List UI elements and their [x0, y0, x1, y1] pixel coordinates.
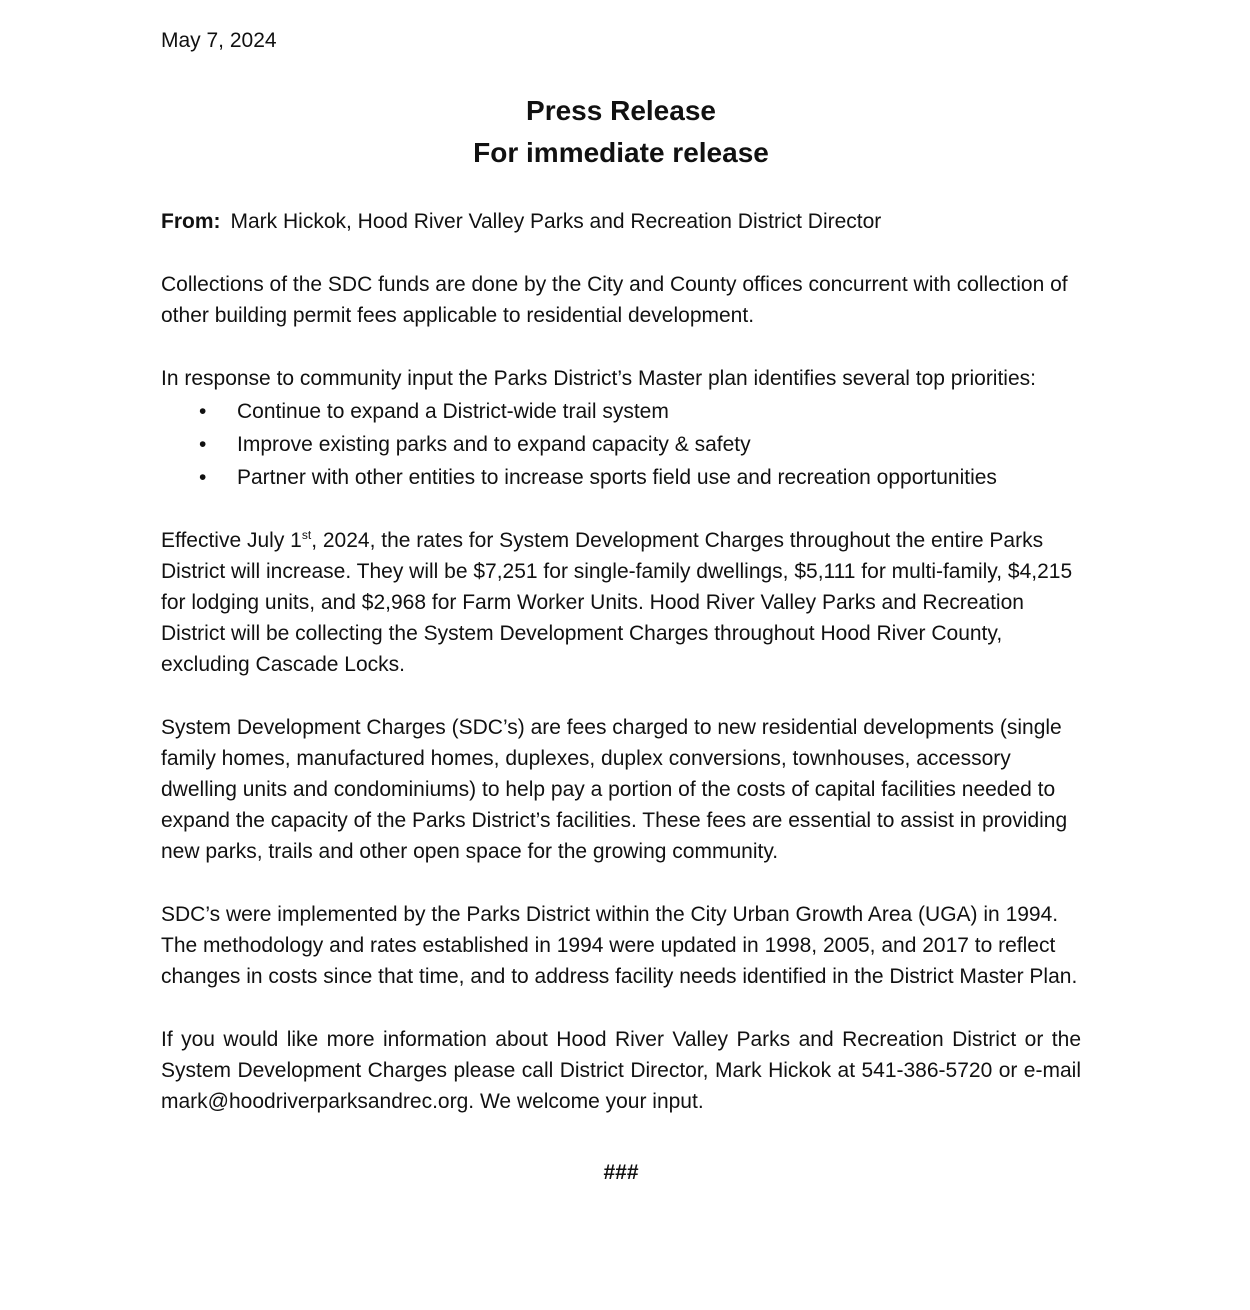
rates-text: , 2024, the rates for System Development Charges throughout the entire Parks District will increase. They will be $7,251 for single-family dwellings, $5,111 for multi-family, $4,215 for lodging units, and $2,968 for Farm Worker Units. Hood River Valley Parks and Recreation District will be collecting the System Development Charges throughout Hood River County, excluding Cascade Locks.	[161, 529, 1073, 676]
from-line	[161, 206, 1081, 237]
rates-paragraph	[161, 525, 1081, 680]
collections-paragraph: Collections of the SDC funds are done by the City and County offices concurrent with collection of other building permit fees applicable to residential development.	[161, 273, 1068, 327]
history-paragraph: SDC’s were implemented by the Parks District within the City Urban Growth Area (UGA) in 1994. The methodology and rates established in 1994 were updated in 1998, 2005, and 2017 to reflect changes in costs since that time, and to address facility needs identified in the District Master Plan.	[161, 903, 1078, 988]
list-item	[161, 396, 1081, 427]
rates-prefix: Effective July 1	[161, 529, 302, 552]
list-item-text: Improve existing parks and to expand capacity & safety	[237, 433, 751, 456]
title-block	[161, 90, 1081, 174]
from-label: From:	[161, 210, 221, 233]
bullet-icon: •	[199, 400, 207, 423]
list-item	[161, 429, 1081, 460]
press-release-page	[161, 22, 1081, 1188]
rates-ordinal: st	[301, 528, 312, 542]
end-mark: ###	[603, 1161, 639, 1184]
page-title: Press Release	[526, 95, 716, 126]
bullet-icon: •	[199, 433, 207, 456]
list-item	[161, 462, 1081, 493]
bullet-icon: •	[199, 466, 207, 489]
page-subtitle: For immediate release	[473, 137, 769, 168]
contact-paragraph: If you would like more information about Hood River Valley Parks and Recreation District or the System Development Charges please call District Director, Mark Hickok at 541-386-5720 or e-mail mark@hoodriverparksandrec.org. We welcome your input.	[161, 1028, 1081, 1113]
sdc-definition-paragraph: System Development Charges (SDC’s) are fees charged to new residential developments (single family homes, manufactured homes, duplexes, duplex conversions, townhouses, accessory dwelling units and condominiums) to help pay a portion of the costs of capital facilities needed to expand the capacity of the Parks District’s facilities. These fees are essential to assist in providing new parks, trails and other open space for the growing community.	[161, 716, 1068, 863]
list-item-text: Continue to expand a District-wide trail system	[237, 400, 669, 423]
from-value: Mark Hickok, Hood River Valley Parks and Recreation District Director	[230, 210, 882, 233]
list-item-text: Partner with other entities to increase sports field use and recreation opportunities	[237, 466, 997, 489]
priorities-intro: In response to community input the Parks District’s Master plan identifies several top priorities:	[161, 367, 1036, 390]
release-date: May 7, 2024	[161, 29, 277, 52]
priorities-list	[161, 396, 1081, 493]
